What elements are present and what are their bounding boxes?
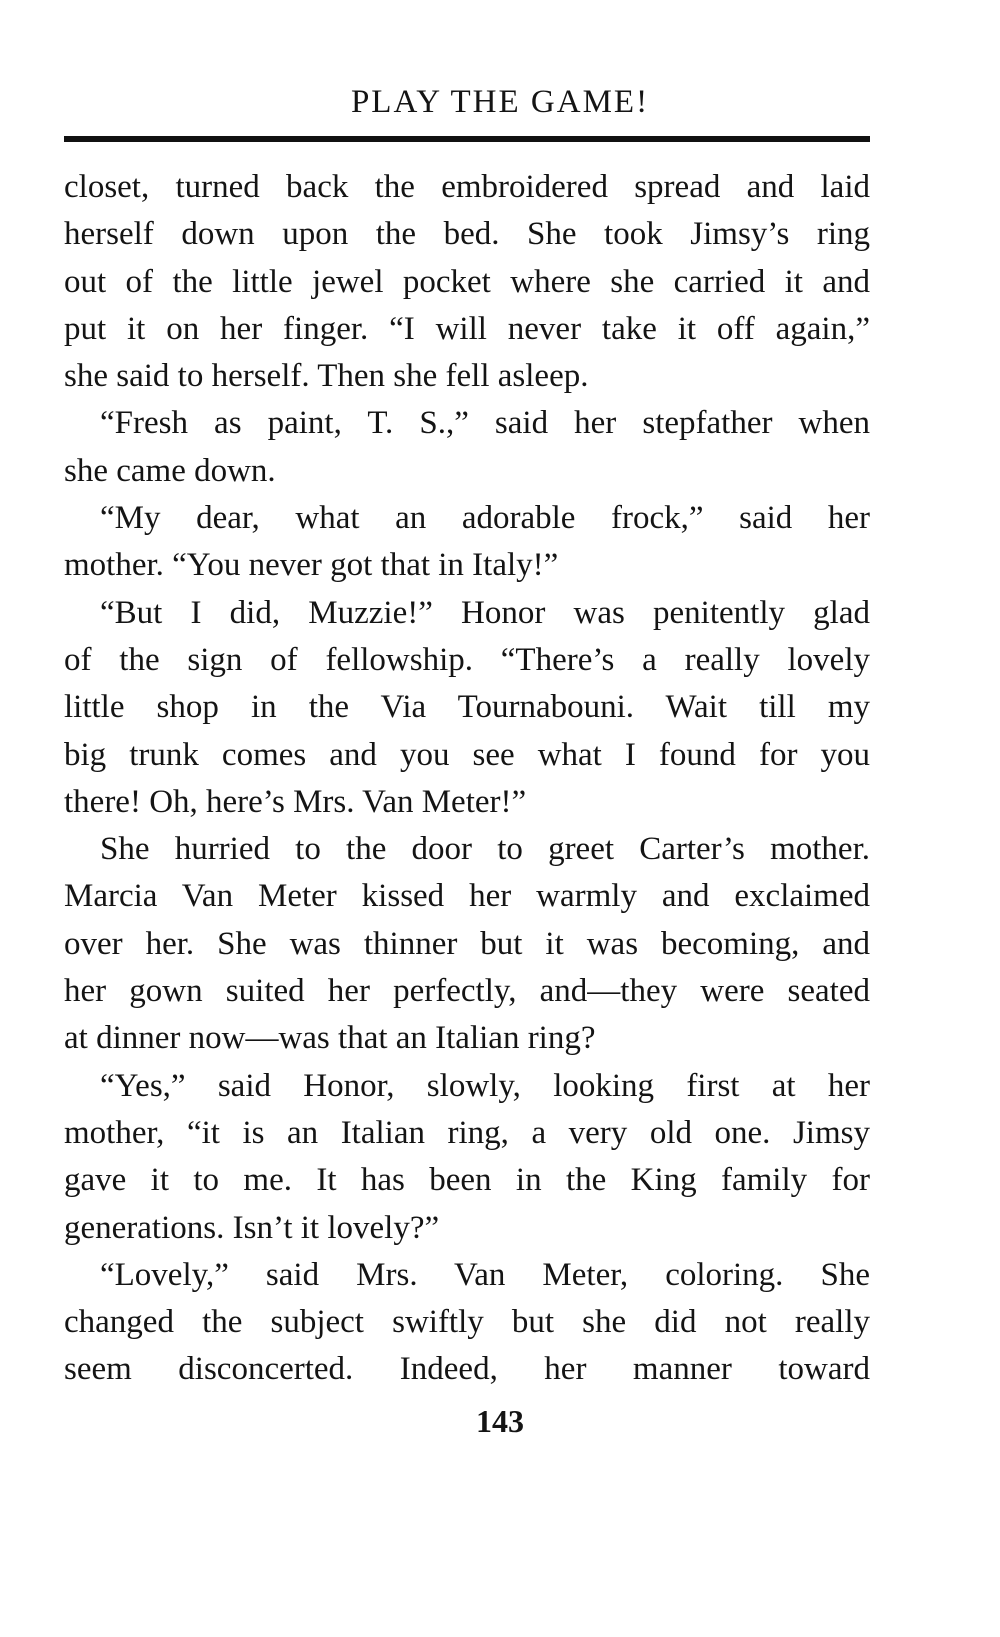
header-rule [64,136,870,142]
text-line: she came down. [64,452,276,489]
text-line: little shop in the Via Tournabouni. Wait till my [64,689,870,726]
text-line: “But I did, Muzzie!” Honor was penitently glad [100,594,870,631]
text-line: over her. She was thinner but it was becoming, and [64,925,870,962]
text-line: generations. Isn’t it lovely?” [64,1209,440,1246]
text-line: Marcia Van Meter kissed her warmly and exclaimed [64,878,870,915]
text-line: there! Oh, here’s Mrs. Van Meter!” [64,783,527,820]
text-line: “Lovely,” said Mrs. Van Meter, coloring. She [100,1256,870,1293]
running-head-title: PLAY THE GAME! [350,84,650,120]
text-line: out of the little jewel pocket where she carried it and [64,263,870,300]
text-line: “Yes,” said Honor, slowly, looking first at her [100,1067,870,1104]
text-line: changed the subject swiftly but she did not really [64,1304,870,1341]
text-line: herself down upon the bed. She took Jimsy’s ring [64,216,870,253]
page-number: 143 [476,1403,524,1439]
text-line: she said to herself. Then she fell asleep. [64,358,589,395]
text-line: gave it to me. It has been in the King family for [64,1162,870,1199]
text-line: seem disconcerted. Indeed, her manner toward [64,1351,870,1388]
text-line: big trunk comes and you see what I found for you [64,736,870,773]
text-line: of the sign of fellowship. “There’s a really lovely [64,641,870,678]
text-line: put it on her finger. “I will never take it off again,” [64,310,870,347]
text-line: mother, “it is an Italian ring, a very old one. Jimsy [64,1114,870,1151]
text-line: She hurried to the door to greet Carter’s mother. [100,831,870,868]
text-line: mother. “You never got that in Italy!” [64,547,559,584]
text-line: “My dear, what an adorable frock,” said her [100,500,870,537]
text-line: closet, turned back the embroidered spread and laid [64,169,870,205]
text-line: at dinner now—was that an Italian ring? [64,1020,596,1057]
text-line: her gown suited her perfectly, and—they were seated [64,973,870,1010]
page-body-text [64,164,870,1394]
text-line: “Fresh as paint, T. S.,” said her stepfather when [100,405,870,442]
